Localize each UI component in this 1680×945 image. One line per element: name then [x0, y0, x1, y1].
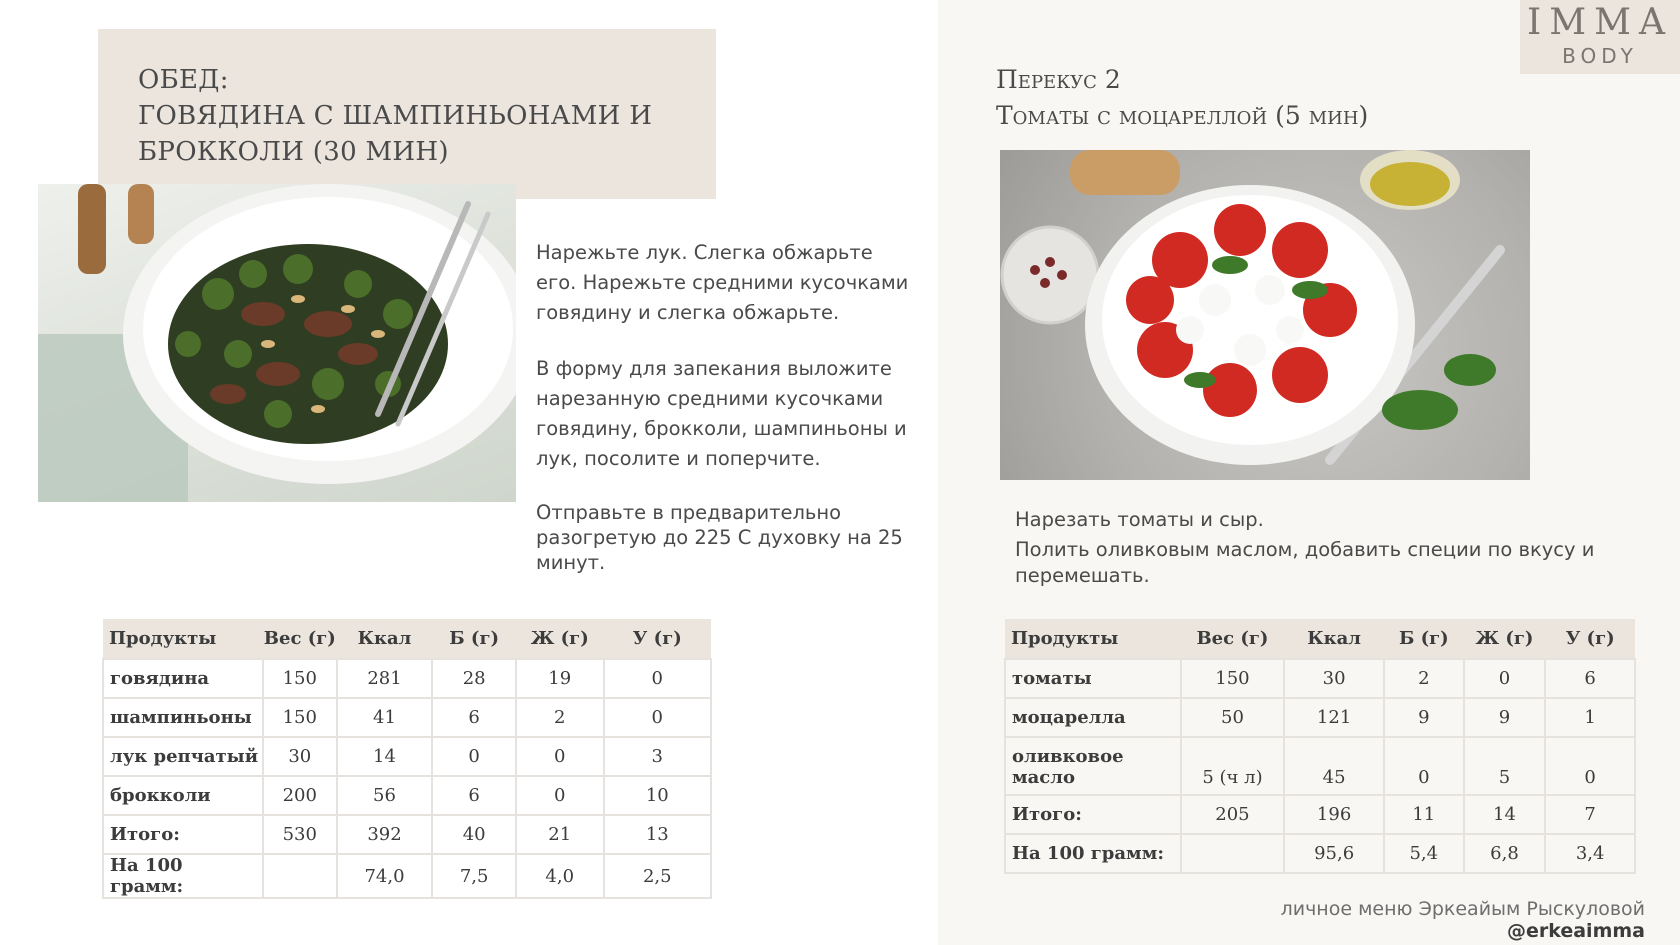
lunch-step: В форму для запекания выложите нарезанную средними кусочками говядину, брокколи, шампиньоны и лук, посолите и поперчите. — [536, 357, 907, 470]
footer-credit — [1150, 898, 1645, 942]
table-cell: 30 — [263, 737, 337, 776]
table-cell: Итого: — [1005, 795, 1181, 834]
table-header: Б (г) — [432, 619, 516, 659]
table-header: Продукты — [1005, 619, 1181, 659]
snack-title-line: Томаты с моцареллой (5 мин) — [996, 101, 1369, 130]
table-cell: 3 — [604, 737, 711, 776]
lunch-title-line: БРОККОЛИ (30 МИН) — [138, 137, 449, 167]
table-cell: 14 — [337, 737, 433, 776]
table-cell: 2 — [516, 698, 604, 737]
table-header: Вес (г) — [1181, 619, 1285, 659]
table-cell: 150 — [263, 698, 337, 737]
table-cell: 0 — [1384, 737, 1464, 795]
table-cell: Итого: — [103, 815, 263, 854]
table-cell: 0 — [1545, 737, 1635, 795]
table-cell: 6 — [432, 776, 516, 815]
table-cell: 2,5 — [604, 854, 711, 898]
logo-main-text: IMMA — [1527, 2, 1673, 43]
table-cell — [263, 854, 337, 898]
table-cell: шампиньоны — [103, 698, 263, 737]
table-cell: 10 — [604, 776, 711, 815]
table-cell: 6 — [432, 698, 516, 737]
table-cell: говядина — [103, 659, 263, 698]
snack-step: Полить оливковым маслом, добавить специи по вкусу и перемешать. — [1015, 538, 1595, 587]
table-row — [103, 776, 711, 815]
table-cell: томаты — [1005, 659, 1181, 698]
table-row — [103, 854, 711, 898]
lunch-nutrition-table — [102, 619, 712, 899]
beef-broccoli-photo — [38, 184, 516, 502]
table-row — [1005, 834, 1635, 873]
table-cell: 14 — [1464, 795, 1546, 834]
table-cell: 6,8 — [1464, 834, 1546, 873]
table-cell: 0 — [516, 737, 604, 776]
table-header: Ккал — [337, 619, 433, 659]
table-row — [1005, 659, 1635, 698]
table-cell: 150 — [1181, 659, 1285, 698]
table-cell: 392 — [337, 815, 433, 854]
table-cell: 74,0 — [337, 854, 433, 898]
snack-title — [996, 62, 1596, 134]
table-cell: 2 — [1384, 659, 1464, 698]
table-header: Ж (г) — [516, 619, 604, 659]
table-cell — [1181, 834, 1285, 873]
table-cell: 56 — [337, 776, 433, 815]
table-cell: 9 — [1384, 698, 1464, 737]
table-header: У (г) — [604, 619, 711, 659]
table-cell: 0 — [516, 776, 604, 815]
table-cell: 21 — [516, 815, 604, 854]
table-cell: 6 — [1545, 659, 1635, 698]
logo-sub-text: BODY — [1562, 44, 1638, 68]
table-cell: 281 — [337, 659, 433, 698]
snack-steps — [1015, 507, 1635, 589]
table-header: Ж (г) — [1464, 619, 1546, 659]
table-cell: 0 — [1464, 659, 1546, 698]
table-row — [1005, 795, 1635, 834]
table-cell: моцарелла — [1005, 698, 1181, 737]
table-cell: На 100 грамм: — [1005, 834, 1181, 873]
footer-text: личное меню Эркеайым Рыскуловой — [1280, 898, 1645, 920]
table-cell: 9 — [1464, 698, 1546, 737]
table-cell: 121 — [1284, 698, 1384, 737]
table-cell: 5,4 — [1384, 834, 1464, 873]
table-cell: 1 — [1545, 698, 1635, 737]
table-cell: 150 — [263, 659, 337, 698]
table-cell: 5 (ч л) — [1181, 737, 1285, 795]
lunch-title-line: ГОВЯДИНА С ШАМПИНЬОНАМИ И — [138, 101, 653, 131]
table-row — [103, 659, 711, 698]
table-cell: 7 — [1545, 795, 1635, 834]
snack-title-line: Перекус 2 — [996, 65, 1121, 94]
table-row — [103, 815, 711, 854]
table-cell: 40 — [432, 815, 516, 854]
table-cell: 19 — [516, 659, 604, 698]
lunch-step: Отправьте в предварительно разогретую до 225 С духовку на 25 минут. — [536, 501, 903, 574]
table-cell: лук репчатый — [103, 737, 263, 776]
table-row — [103, 698, 711, 737]
table-cell: 50 — [1181, 698, 1285, 737]
tomato-mozzarella-photo — [1000, 150, 1530, 480]
table-cell: 0 — [604, 659, 711, 698]
table-row — [103, 737, 711, 776]
table-cell: 0 — [604, 698, 711, 737]
table-header: Ккал — [1284, 619, 1384, 659]
table-cell: 7,5 — [432, 854, 516, 898]
table-cell: 95,6 — [1284, 834, 1384, 873]
table-header-row — [103, 619, 711, 659]
table-row — [1005, 698, 1635, 737]
table-cell: 5 — [1464, 737, 1546, 795]
table-cell: На 100 грамм: — [103, 854, 263, 898]
table-cell: 45 — [1284, 737, 1384, 795]
snack-nutrition-table — [1004, 619, 1636, 874]
lunch-title — [138, 62, 718, 170]
table-header: У (г) — [1545, 619, 1635, 659]
snack-step: Нарезать томаты и сыр. — [1015, 508, 1264, 531]
table-cell: 200 — [263, 776, 337, 815]
table-cell: 41 — [337, 698, 433, 737]
table-row — [1005, 737, 1635, 795]
table-cell: 13 — [604, 815, 711, 854]
table-cell: 11 — [1384, 795, 1464, 834]
lunch-title-line: ОБЕД: — [138, 65, 229, 95]
table-header: Продукты — [103, 619, 263, 659]
table-cell: 196 — [1284, 795, 1384, 834]
table-header: Вес (г) — [263, 619, 337, 659]
table-header-row — [1005, 619, 1635, 659]
table-cell: 530 — [263, 815, 337, 854]
footer-handle: @erkeaimma — [1506, 920, 1645, 942]
table-cell: 3,4 — [1545, 834, 1635, 873]
table-cell: 0 — [432, 737, 516, 776]
table-cell: 28 — [432, 659, 516, 698]
lunch-step: Нарежьте лук. Слегка обжарьте его. Нарежьте средними кусочками говядину и слегка обжарьте. — [536, 241, 909, 324]
table-cell: 4,0 — [516, 854, 604, 898]
table-cell: брокколи — [103, 776, 263, 815]
table-cell: оливковое масло — [1005, 737, 1181, 795]
table-header: Б (г) — [1384, 619, 1464, 659]
lunch-steps — [536, 238, 916, 601]
table-cell: 205 — [1181, 795, 1285, 834]
table-cell: 30 — [1284, 659, 1384, 698]
